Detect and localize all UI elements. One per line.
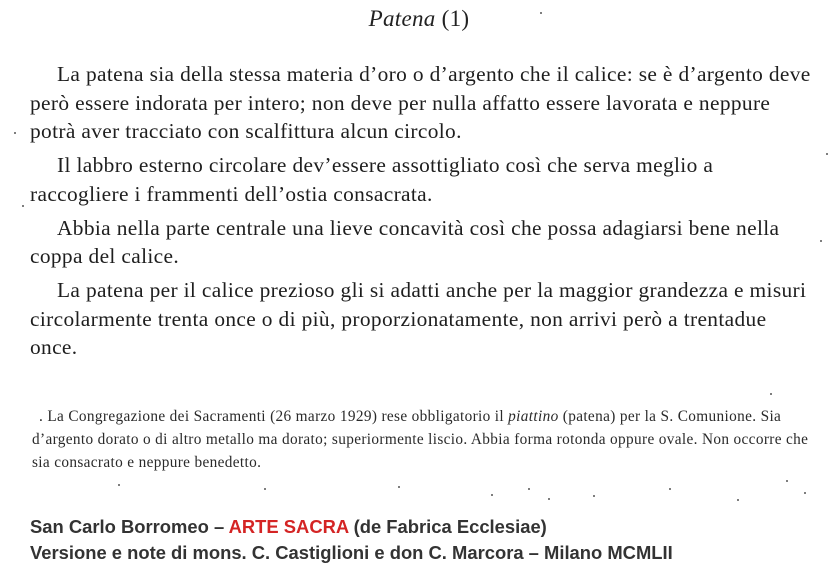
scan-speck bbox=[22, 205, 24, 207]
credits-line-1 bbox=[30, 514, 830, 540]
paragraph-1: La patena sia della stessa materia d’oro o d’argento che il calice: se è d’argento deve però essere indorata per intero; non deve per nulla affatto essere lavorata e neppure potrà aver tracciato con scalfittura alcun circolo. bbox=[30, 62, 811, 144]
scan-speck bbox=[540, 12, 542, 14]
scan-speck bbox=[528, 488, 530, 490]
credits-line-2: Versione e note di mons. C. Castiglioni e don C. Marcora – Milano MCMLII bbox=[30, 541, 673, 563]
paragraph-4: La patena per il calice prezioso gli si adatti anche per la maggior grandezza e misuri circolarmente trenta once o di più, proporzionatamente, non arrivi però a trentadue once. bbox=[30, 277, 807, 360]
scan-speck bbox=[14, 132, 16, 134]
main-text bbox=[30, 60, 814, 367]
credits-subtitle: (de Fabrica Ecclesiae) bbox=[348, 516, 547, 537]
footnote-text-start: . La Congregazione dei Sacramenti (26 marzo 1929) rese obbligatorio il bbox=[39, 408, 509, 425]
scan-speck bbox=[398, 486, 400, 488]
credits-author: San Carlo Borromeo – bbox=[30, 516, 229, 537]
scan-speck bbox=[548, 498, 550, 500]
credits-work-title: ARTE SACRA bbox=[228, 516, 349, 537]
scan-speck bbox=[804, 492, 806, 494]
scan-speck bbox=[264, 488, 266, 490]
title-footnote-mark: (1) bbox=[441, 6, 470, 31]
paragraph-2: Il labbro esterno circolare dev’essere assottigliato così che serva meglio a raccogliere i frammenti dell’ostia consacrata. bbox=[30, 153, 714, 206]
footnote-italic-term: piattino bbox=[508, 408, 559, 425]
scan-speck bbox=[737, 499, 739, 501]
scan-speck bbox=[770, 393, 772, 395]
scan-speck bbox=[669, 488, 671, 490]
scan-speck bbox=[593, 495, 595, 497]
paragraph-3: Abbia nella parte centrale una lieve concavità così che possa adagiarsi bene nella coppa del calice. bbox=[30, 215, 780, 269]
source-credits bbox=[30, 514, 830, 565]
scan-speck bbox=[491, 494, 493, 496]
scan-speck bbox=[118, 484, 120, 486]
title-word: Patena bbox=[368, 6, 436, 31]
scan-speck bbox=[820, 240, 822, 242]
footnote bbox=[32, 405, 814, 474]
scan-speck bbox=[786, 480, 788, 482]
scan-speck bbox=[826, 153, 828, 155]
footnote-text-end: (patena) per la S. Comunione. Sia d’argento dorato o di altro metallo ma dorato; superiormente liscio. Abbia forma rotonda oppure ovale. Non occorre che sia consacrato e neppure benedetto. bbox=[32, 408, 809, 471]
page-title bbox=[0, 6, 838, 32]
